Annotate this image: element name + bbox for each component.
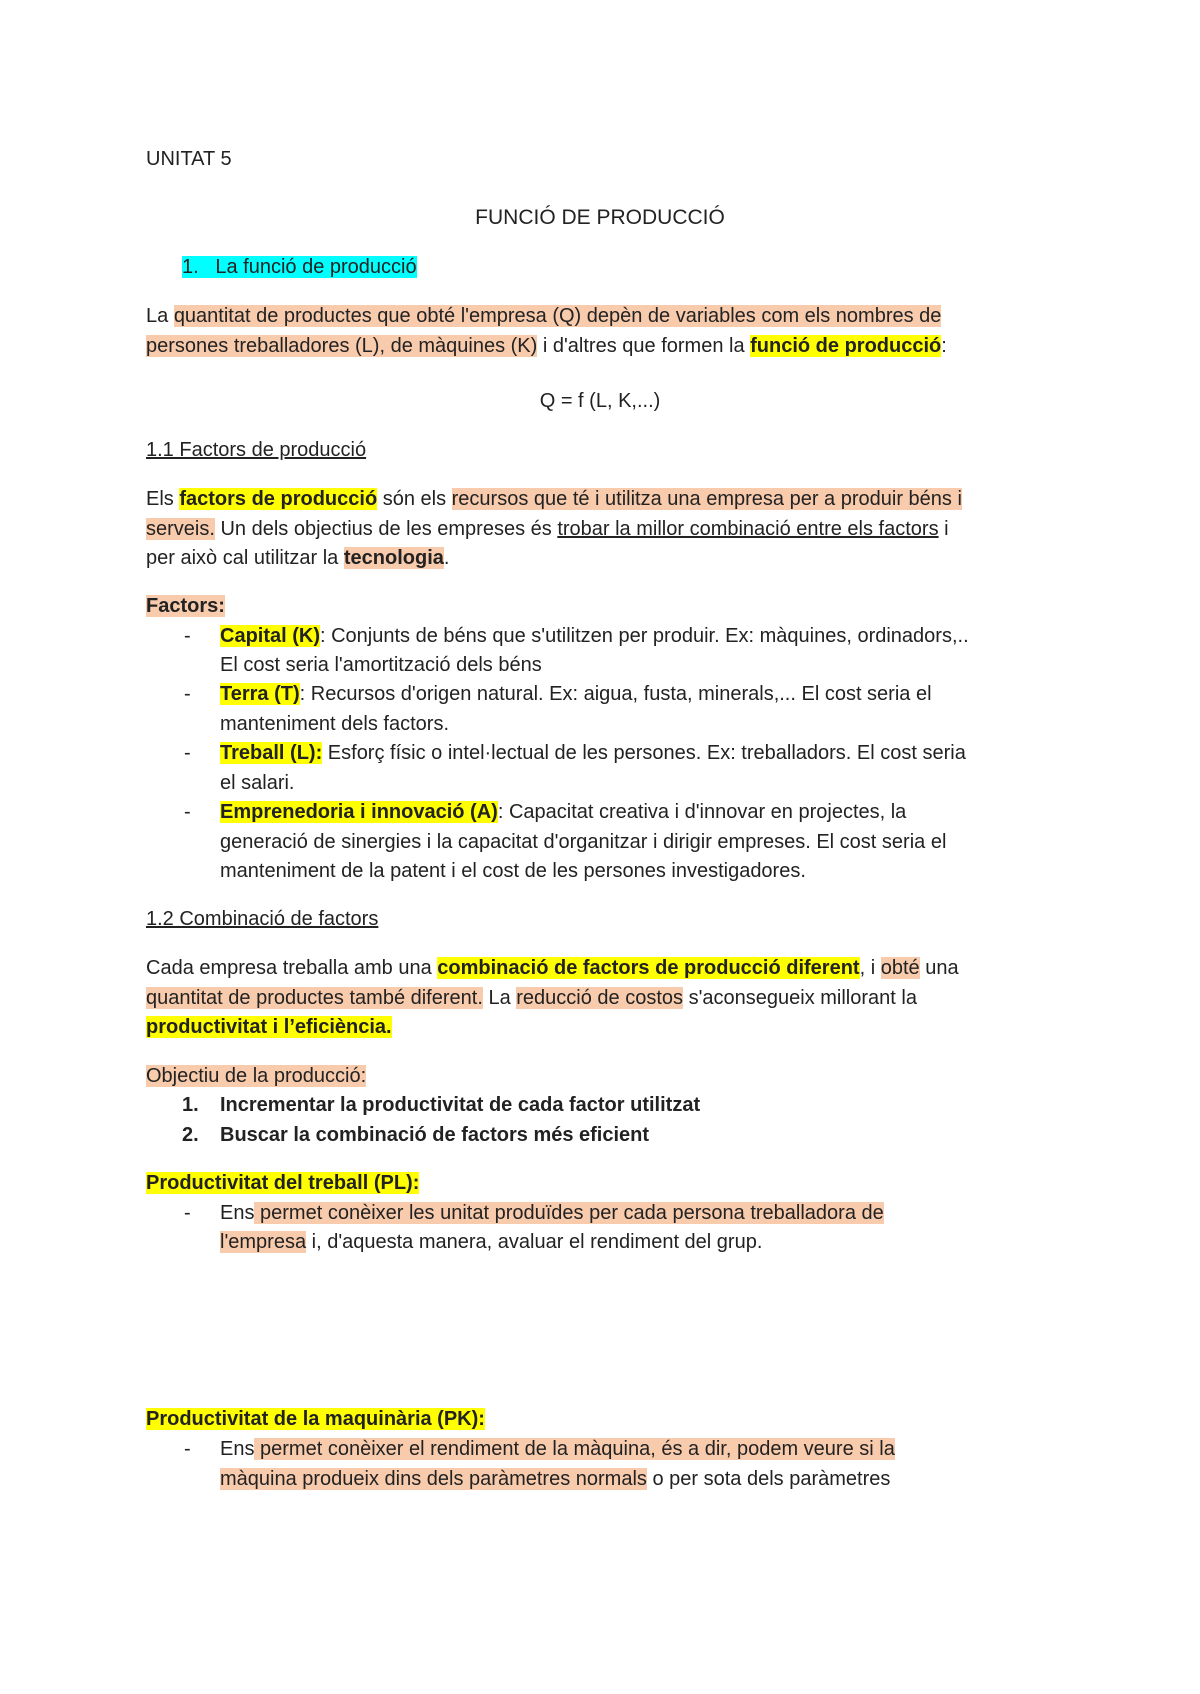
productivity-machinery-text: Ens permet conèixer el rendiment de la màquina, és a dir, podem veure si la (220, 1438, 895, 1460)
objective-number: 2. (182, 1124, 199, 1146)
paragraph-line: serveis. Un dels objectius de les empreses és trobar la millor combinació entre els factors i (146, 518, 949, 540)
subsection-1-2-heading: 1.2 Combinació de factors (146, 908, 379, 930)
paragraph-line: per això cal utilitzar la tecnologia. (146, 547, 450, 569)
paragraph-line: Cada empresa treballa amb una combinació de factors de producció diferent, i obté una (146, 957, 959, 979)
section-1-heading (182, 254, 417, 280)
objective-item: Incrementar la productivitat de cada factor utilitzat (220, 1094, 701, 1116)
bullet-dash: - (184, 1438, 191, 1460)
productivity-machinery-text: màquina produeix dins dels paràmetres normals o per sota dels paràmetres (220, 1468, 891, 1490)
productivity-labour-text: l'empresa i, d'aquesta manera, avaluar el rendiment del grup. (220, 1231, 763, 1253)
unit-label: UNITAT 5 (146, 148, 232, 170)
bullet-dash: - (184, 801, 191, 823)
bullet-dash: - (184, 625, 191, 647)
paragraph-line: La quantitat de productes que obté l'empresa (Q) depèn de variables com els nombres de (146, 305, 942, 327)
formula: Q = f (L, K,...) (539, 390, 661, 412)
productivity-machinery-heading: Productivitat de la maquinària (PK): (146, 1408, 485, 1430)
paragraph-line: Els factors de producció són els recursos que té i utilitza una empresa per a produir béns i (146, 488, 962, 510)
paragraph-line: quantitat de productes també diferent. La reducció de costos s'aconsegueix millorant la (146, 987, 917, 1009)
paragraph-line: persones treballadores (L), de màquines (K) i d'altres que formen la funció de producció: (146, 335, 947, 357)
factor-treball-cont: el salari. (220, 772, 295, 794)
productivity-labour-heading: Productivitat del treball (PL): (146, 1172, 420, 1194)
section-1-number: 1. (182, 256, 199, 278)
bullet-dash: - (184, 1202, 191, 1224)
factor-capital: Capital (K): Conjunts de béns que s'utilitzen per produir. Ex: màquines, ordinadors,.. (220, 625, 969, 647)
paragraph-line: productivitat i l’eficiència. (146, 1016, 392, 1038)
productivity-labour-text: Ens permet conèixer les unitat produïdes per cada persona treballadora de (220, 1202, 884, 1224)
factor-emprenedoria-cont: manteniment de la patent i el cost de les persones investigadores. (220, 860, 806, 882)
factor-terra-cont: manteniment dels factors. (220, 713, 449, 735)
objective-number: 1. (182, 1094, 199, 1116)
objective-label: Objectiu de la producció: (146, 1065, 367, 1087)
bullet-dash: - (184, 742, 191, 764)
page-title: FUNCIÓ DE PRODUCCIÓ (475, 206, 725, 229)
subsection-1-1-heading: 1.1 Factors de producció (146, 439, 367, 461)
factor-emprenedoria: Emprenedoria i innovació (A): Capacitat creativa i d'innovar en projectes, la (220, 801, 907, 823)
factors-label: Factors: (146, 595, 225, 617)
bullet-dash: - (184, 683, 191, 705)
factor-emprenedoria-cont: generació de sinergies i la capacitat d'organitzar i dirigir empreses. El cost seria el (220, 831, 947, 853)
factor-capital-cont: El cost seria l'amortització dels béns (220, 654, 542, 676)
objective-item: Buscar la combinació de factors més eficient (220, 1124, 650, 1146)
section-1-title: La funció de producció (215, 256, 417, 278)
factor-treball: Treball (L): Esforç físic o intel·lectual de les persones. Ex: treballadors. El cost seria (220, 742, 966, 764)
factor-terra: Terra (T): Recursos d'origen natural. Ex: aigua, fusta, minerals,... El cost seria el (220, 683, 932, 705)
